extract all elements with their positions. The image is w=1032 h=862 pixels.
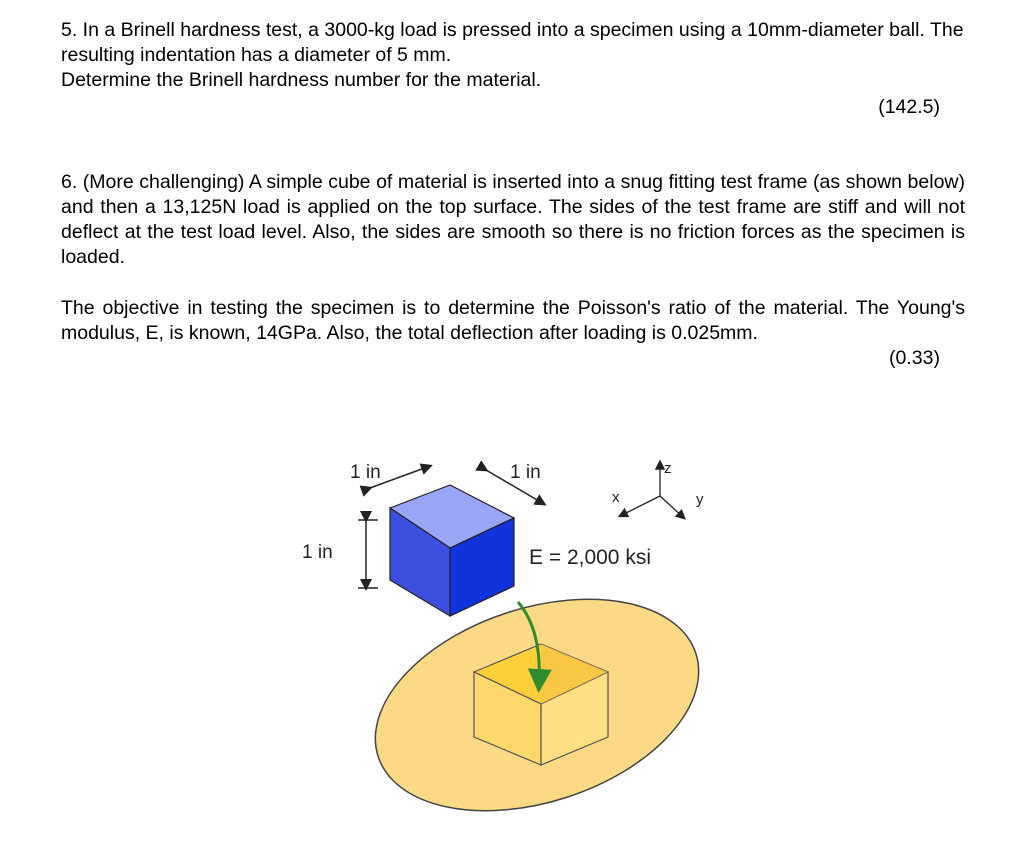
dimension-label-width: 1 in [350,462,381,483]
axis-label-y: y [696,491,704,508]
axis-label-z: z [664,460,672,477]
modulus-label: E = 2,000 ksi [529,546,651,569]
specimen-cube [390,485,514,616]
axis-label-x: x [612,489,620,506]
question-5-text: 5. In a Brinell hardness test, a 3000-kg load is pressed into a specimen using a 10mm-diameter ball. The resulting indentation has a diameter of 5 mm. [61,19,964,66]
question-6-answer: (0.33) [889,347,940,369]
test-frame-figure [290,440,750,850]
axis-triad-icon [620,462,684,518]
question-5 [61,18,965,93]
dimension-label-height: 1 in [302,542,333,563]
question-6-objective: The objective in testing the specimen is to determine the Poisson's ratio of the material. The Young's modulus, E, is known, 14GPa. Also, the total deflection after loading is 0.025mm. [61,297,965,344]
question-5-prompt: Determine the Brinell hardness number for the material. [61,69,542,91]
question-6-text: 6. (More challenging) A simple cube of material is inserted into a snug fitting test frame (as shown below) and then a 13,125N load is applied on the top surface. The sides of the test frame are stiff and will not deflect at the test load level. Also, the sides are smooth so there is no friction forces as the specimen is loaded. [61,171,965,268]
dimension-label-depth: 1 in [510,462,541,483]
question-5-answer: (142.5) [878,96,940,118]
dimension-height [358,520,378,588]
